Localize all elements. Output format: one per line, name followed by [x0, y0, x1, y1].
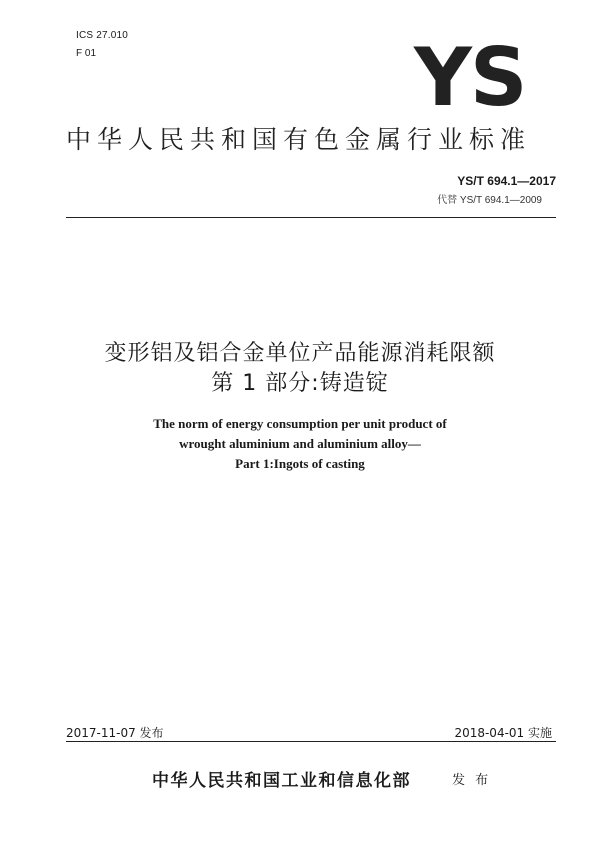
document-title-cn-line1: 变形铝及铝合金单位产品能源消耗限额: [104, 341, 496, 366]
document-title-en-line2: wrought aluminium and aluminium alloy—: [179, 436, 421, 451]
ccs-code: F 01: [76, 48, 97, 59]
issue-date: 2017-11-07 发布: [66, 726, 164, 740]
effective-date: 2018-04-01 实施: [454, 726, 552, 740]
top-divider: [66, 217, 556, 218]
standard-number: YS/T 694.1—2017: [457, 174, 556, 188]
bottom-divider: [66, 741, 556, 742]
industry-standard-title: 中华人民共和国有色金属行业标准: [66, 125, 532, 154]
ics-code: ICS 27.010: [76, 30, 129, 41]
issuing-authority: 中华人民共和国工业和信息化部: [152, 771, 411, 791]
ys-logo: YS: [414, 31, 526, 124]
document-title-en-line1: The norm of energy consumption per unit product of: [153, 416, 447, 431]
publish-label: 发 布: [452, 773, 492, 788]
replaces-standard: 代替 YS/T 694.1—2009: [437, 195, 542, 206]
document-title-cn-line2: 第 1 部分:铸造锭: [211, 371, 389, 396]
document-title-en-line3: Part 1:Ingots of casting: [235, 456, 365, 471]
